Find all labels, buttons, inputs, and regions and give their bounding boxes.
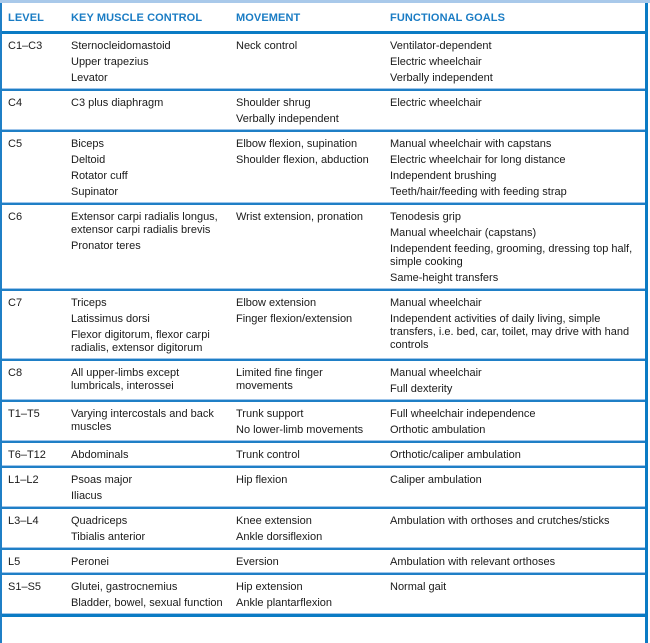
goals-cell [384, 360, 645, 401]
movement-item: Finger flexion/extension [236, 313, 353, 325]
goals-cell [384, 442, 645, 467]
goals-item: Full dexterity [390, 383, 453, 395]
goals-cell [384, 290, 645, 360]
goals-item: Tenodesis grip [390, 211, 461, 223]
muscle-cell [65, 131, 230, 204]
level-cell [2, 204, 65, 290]
goals-item: Normal gait [390, 581, 447, 593]
movement-item: Verbally independent [236, 113, 339, 125]
goals-item: Manual wheelchair [390, 367, 482, 379]
header-movement: MOVEMENT [230, 3, 384, 33]
goals-item: Manual wheelchair (capstans) [390, 227, 537, 239]
goals-cell [384, 33, 645, 91]
table-row [2, 574, 645, 616]
movement-item: Limited fine finger movements [236, 367, 323, 392]
level-label: T1–T5 [8, 408, 40, 420]
movement-item: Hip flexion [236, 474, 288, 486]
muscle-cell [65, 204, 230, 290]
level-label: C7 [8, 297, 23, 309]
goals-cell [384, 204, 645, 290]
movement-cell [230, 131, 384, 204]
level-cell [2, 549, 65, 574]
muscles-item: Rotator cuff [71, 170, 128, 182]
muscles-item: Quadriceps [71, 515, 128, 527]
goals-item: Caliper ambulation [390, 474, 482, 486]
table-row [2, 204, 645, 290]
level-label: L3–L4 [8, 515, 39, 527]
muscles-item: Flexor digitorum, flexor carpi radialis, extensor digitorum [71, 329, 210, 354]
muscles-item: Pronator teres [71, 240, 141, 252]
table-row [2, 549, 645, 574]
level-label: L5 [8, 556, 21, 568]
muscle-cell [65, 401, 230, 442]
table-row [2, 508, 645, 549]
level-label: S1–S5 [8, 581, 42, 593]
movement-item: Wrist extension, pronation [236, 211, 363, 223]
level-label: C6 [8, 211, 23, 223]
muscles-item: Extensor carpi radialis longus, extensor carpi radialis brevis [71, 211, 218, 236]
muscles-item: Varying intercostals and back muscles [71, 408, 214, 433]
table-row [2, 360, 645, 401]
movement-item: Elbow extension [236, 297, 317, 309]
movement-cell [230, 574, 384, 616]
level-cell [2, 574, 65, 616]
muscles-item: Psoas major [71, 474, 133, 486]
muscles-item: Peronei [71, 556, 109, 568]
goals-item: Same-height transfers [390, 272, 499, 284]
movement-cell [230, 360, 384, 401]
muscles-item: Deltoid [71, 154, 106, 166]
muscle-cell [65, 290, 230, 360]
movement-item: Trunk support [236, 408, 304, 420]
movement-item: Shoulder flexion, abduction [236, 154, 369, 166]
header-key-muscle-control: KEY MUSCLE CONTROL [65, 3, 230, 33]
level-label: C4 [8, 97, 23, 109]
movement-item: Trunk control [236, 449, 300, 461]
goals-item: Manual wheelchair with capstans [390, 138, 552, 150]
goals-cell [384, 467, 645, 508]
table-row [2, 401, 645, 442]
muscles-item: Levator [71, 72, 108, 84]
goals-item: Verbally independent [390, 72, 493, 84]
goals-item: Independent activities of daily living, simple transfers, i.e. bed, car, toilet, may drive with hand controls [390, 313, 630, 351]
movement-item: Elbow flexion, supination [236, 138, 358, 150]
spinal-level-table [2, 3, 645, 617]
goals-cell [384, 508, 645, 549]
table-body [2, 33, 645, 616]
muscles-item: Glutei, gastrocnemius [71, 581, 178, 593]
muscles-item: Iliacus [71, 490, 103, 502]
table-row [2, 131, 645, 204]
goals-item: Teeth/hair/feeding with feeding strap [390, 186, 567, 198]
goals-item: Ambulation with relevant orthoses [390, 556, 556, 568]
goals-item: Ambulation with orthoses and crutches/sticks [390, 515, 610, 527]
level-label: C8 [8, 367, 23, 379]
goals-cell [384, 401, 645, 442]
movement-cell [230, 508, 384, 549]
movement-item: Eversion [236, 556, 279, 568]
level-cell [2, 360, 65, 401]
muscle-cell [65, 574, 230, 616]
level-label: L1–L2 [8, 474, 39, 486]
goals-item: Orthotic ambulation [390, 424, 486, 436]
goals-item: Electric wheelchair for long distance [390, 154, 566, 166]
header-functional-goals: FUNCTIONAL GOALS [384, 3, 645, 33]
muscles-item: Biceps [71, 138, 105, 150]
muscle-cell [65, 33, 230, 91]
level-cell [2, 90, 65, 131]
movement-cell [230, 33, 384, 91]
level-cell [2, 467, 65, 508]
movement-cell [230, 290, 384, 360]
goals-item: Electric wheelchair [390, 97, 482, 109]
goals-item: Independent feeding, grooming, dressing top half, simple cooking [390, 243, 633, 268]
muscles-item: Bladder, bowel, sexual function [71, 597, 223, 609]
movement-cell [230, 549, 384, 574]
movement-cell [230, 442, 384, 467]
goals-item: Electric wheelchair [390, 56, 482, 68]
movement-item: Ankle dorsiflexion [236, 531, 323, 543]
header-row [2, 3, 645, 33]
muscles-item: Latissimus dorsi [71, 313, 150, 325]
movement-cell [230, 90, 384, 131]
muscle-cell [65, 508, 230, 549]
goals-cell [384, 131, 645, 204]
muscles-item: Tibialis anterior [71, 531, 146, 543]
level-cell [2, 401, 65, 442]
muscles-item: C3 plus diaphragm [71, 97, 164, 109]
muscle-cell [65, 467, 230, 508]
muscles-item: Sternocleidomastoid [71, 40, 171, 52]
goals-cell [384, 574, 645, 616]
movement-cell [230, 467, 384, 508]
movement-item: Neck control [236, 40, 298, 52]
level-cell [2, 290, 65, 360]
table-row [2, 467, 645, 508]
muscle-cell [65, 442, 230, 467]
level-cell [2, 131, 65, 204]
movement-item: Ankle plantarflexion [236, 597, 333, 609]
muscle-cell [65, 549, 230, 574]
muscles-item: Supinator [71, 186, 119, 198]
table-row [2, 90, 645, 131]
muscle-cell [65, 360, 230, 401]
muscles-item: All upper-limbs except lumbricals, interossei [71, 367, 180, 392]
movement-item: Hip extension [236, 581, 303, 593]
header-level: LEVEL [2, 3, 65, 33]
goals-cell [384, 90, 645, 131]
goals-item: Orthotic/caliper ambulation [390, 449, 521, 461]
table-row [2, 290, 645, 360]
level-cell [2, 508, 65, 549]
movement-item: No lower-limb movements [236, 424, 364, 436]
goals-item: Manual wheelchair [390, 297, 482, 309]
muscle-cell [65, 90, 230, 131]
level-label: T6–T12 [8, 449, 46, 461]
right-border [645, 3, 648, 643]
muscles-item: Triceps [71, 297, 107, 309]
table-row [2, 442, 645, 467]
level-label: C5 [8, 138, 23, 150]
goals-item: Ventilator-dependent [390, 40, 492, 52]
movement-cell [230, 401, 384, 442]
table-row [2, 33, 645, 91]
goals-cell [384, 549, 645, 574]
muscles-item: Upper trapezius [71, 56, 149, 68]
level-label: C1–C3 [8, 40, 43, 52]
movement-cell [230, 204, 384, 290]
goals-item: Independent brushing [390, 170, 497, 182]
muscles-item: Abdominals [71, 449, 129, 461]
level-cell [2, 33, 65, 91]
level-cell [2, 442, 65, 467]
movement-item: Shoulder shrug [236, 97, 311, 109]
movement-item: Knee extension [236, 515, 312, 527]
goals-item: Full wheelchair independence [390, 408, 536, 420]
